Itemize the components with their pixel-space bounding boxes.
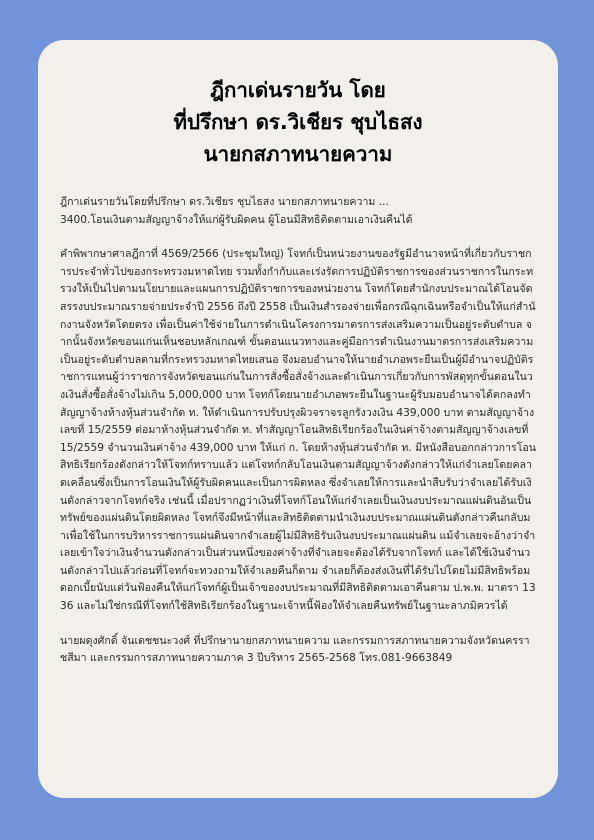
intro-line-1: ฎีกาเด่นรายวันโดยที่ปรึกษา ดร.วิเชียร ชุบไธสง นายกสภาทนายความ ...: [60, 196, 389, 208]
intro: [60, 194, 536, 229]
page-title: [60, 74, 536, 170]
article-card: [38, 40, 558, 798]
title-line-2: ที่ปรึกษา ดร.วิเชียร ชุบไธสง: [173, 110, 423, 134]
intro-line-2: 3400.โอนเงินตามสัญญาจ้างให้แก่ผู้รับผิดคน ผู้โอนมีสิทธิติดตามเอาเงินคืนได้: [60, 213, 413, 226]
title-line-1: ฎีกาเด่นรายวัน โดย: [210, 78, 386, 102]
title-line-3: นายกสภาทนายความ: [203, 142, 393, 166]
judgment-body: คำพิพากษาศาลฎีกาที่ 4569/2566 (ประชุมใหญ่) โจทก์เป็นหน่วยงานของรัฐมีอำนาจหน้าที่เกี่ยวกับราชการประจำทั่วไปของกระทรวงมหาดไทย รวมทั้งกำกับและเร่งรัดการปฏิบัติราชการของส่วนราชการในกระทรวงให้เป็นไปตามนโยบายและแผนการปฏิบัติราชการของหน่วยงาน โจทก์โดยสำนักงบประมาณได้โอนจัดสรรงบประมาณรายจ่ายประจำปี 2556 ถึงปี 2558 เป็นเงินสำรองจ่ายเพื่อกรณีฉุกเฉินหรือจำเป็นให้แก่สำนักงานจังหวัดโดยตรง เพื่อเป็นค่าใช้จ่ายในการดำเนินโครงการมาตรการส่งเสริมความเป็นอยู่ระดับตำบล จากนั้นจังหวัดขอนแก่นเห็นชอบหลักเกณฑ์ ขั้นตอนแนวทางและคู่มือการดำเนินงานมาตรการส่งเสริมความเป็นอยู่ระดับตำบลตามที่กระทรวงมหาดไทยเสนอ จึงมอบอำนาจให้นายอำเภอพระยืนเป็นผู้มีอำนาจปฏิบัติราชการแทนผู้ว่าราชการจังหวัดขอนแก่นในการสั่งซื้อสั่งจ้างและดำเนินการเกี่ยวกับการพัสดุทุกขั้นตอนในวงเงินสั่งซื้อสั่งจ้างไม่เกิน 5,000,000 บาท โจทก์โดยนายอำเภอพระยืนในฐานะผู้รับมอบอำนาจได้ตกลงทำสัญญาจ้างห้างหุ้นส่วนจำกัด ท. ให้ดำเนินการปรับปรุงผิวจราจรลูกรังวงเงิน 439,000 บาท ตามสัญญาจ้างเลขที่ 15/2559 ต่อมาห้างหุ้นส่วนจำกัด ท. ทำสัญญาโอนสิทธิเรียกร้องในเงินค่าจ้างตามสัญญาจ้างเลขที่ 15/2559 จำนวนเงินค่าจ้าง 439,000 บาท ให้แก่ ก. โดยห้างหุ้นส่วนจำกัด ท. มีหนังสือบอกกล่าวการโอนสิทธิเรียกร้องดังกล่าวให้โจทก์ทราบแล้ว แต่โจทก์กลับโอนเงินตามสัญญาจ้างดังกล่าวให้แก่จำเลยโดยคลาดเคลื่อนซึ่งเป็นการโอนเงินให้ผู้รับผิดคนและเป็นการผิดหลง ซึ่งจำเลยให้การและนำสืบรับว่าจำเลยได้รับเงินดังกล่าวจากโจทก์จริง เช่นนี้ เมื่อปรากฏว่าเงินที่โจทก์โอนให้แก่จำเลยเป็นเงินงบประมาณแผ่นดินอันเป็นทรัพย์ของแผ่นดินโดยผิดหลง โจทก์จึงมีหน้าที่และสิทธิติดตามนำเงินงบประมาณแผ่นดินดังกล่าวคืนกลับมาเพื่อใช้ในการบริหารราชการแผ่นดินจากจำเลยผู้ไม่มีสิทธิรับเงินงบประมาณแผ่นดิน แม้จำเลยจะอ้างว่าจำเลยเข้าใจว่าเงินจำนวนดังกล่าวเป็นส่วนหนึ่งของค่าจ้างที่จำเลยจะต้องได้รับจากโจทก์ และได้ใช้เงินจำนวนดังกล่าวไปแล้วก่อนที่โจทก์จะทวงถามให้จำเลยคืนก็ตาม จำเลยก็ต้องส่งเงินที่ได้รับไปโดยไม่มีสิทธิพร้อมดอกเบี้ยนับแต่วันฟ้องคืนให้แก่โจทก์ผู้เป็นเจ้าของงบประมาณที่มีสิทธิติดตามเอาคืนตาม ป.พ.พ. มาตรา 1336 และไม่ใช่กรณีที่โจทก์ใช้สิทธิเรียกร้องในฐานะเจ้าหนี้ฟ้องให้จำเลยคืนทรัพย์ในฐานะลาภมิควรได้: [60, 248, 537, 613]
author-credit: นายผดุงศักดิ์ จันเดชชนะวงศ์ ที่ปรึกษานายกสภาทนายความ และกรรมการสภาทนายความจังหวัดนครราชสีมา และกรรมการสภาทนายความภาค 3 ปีบริหาร 2565-2568 โทร.081-9663849: [60, 634, 530, 665]
